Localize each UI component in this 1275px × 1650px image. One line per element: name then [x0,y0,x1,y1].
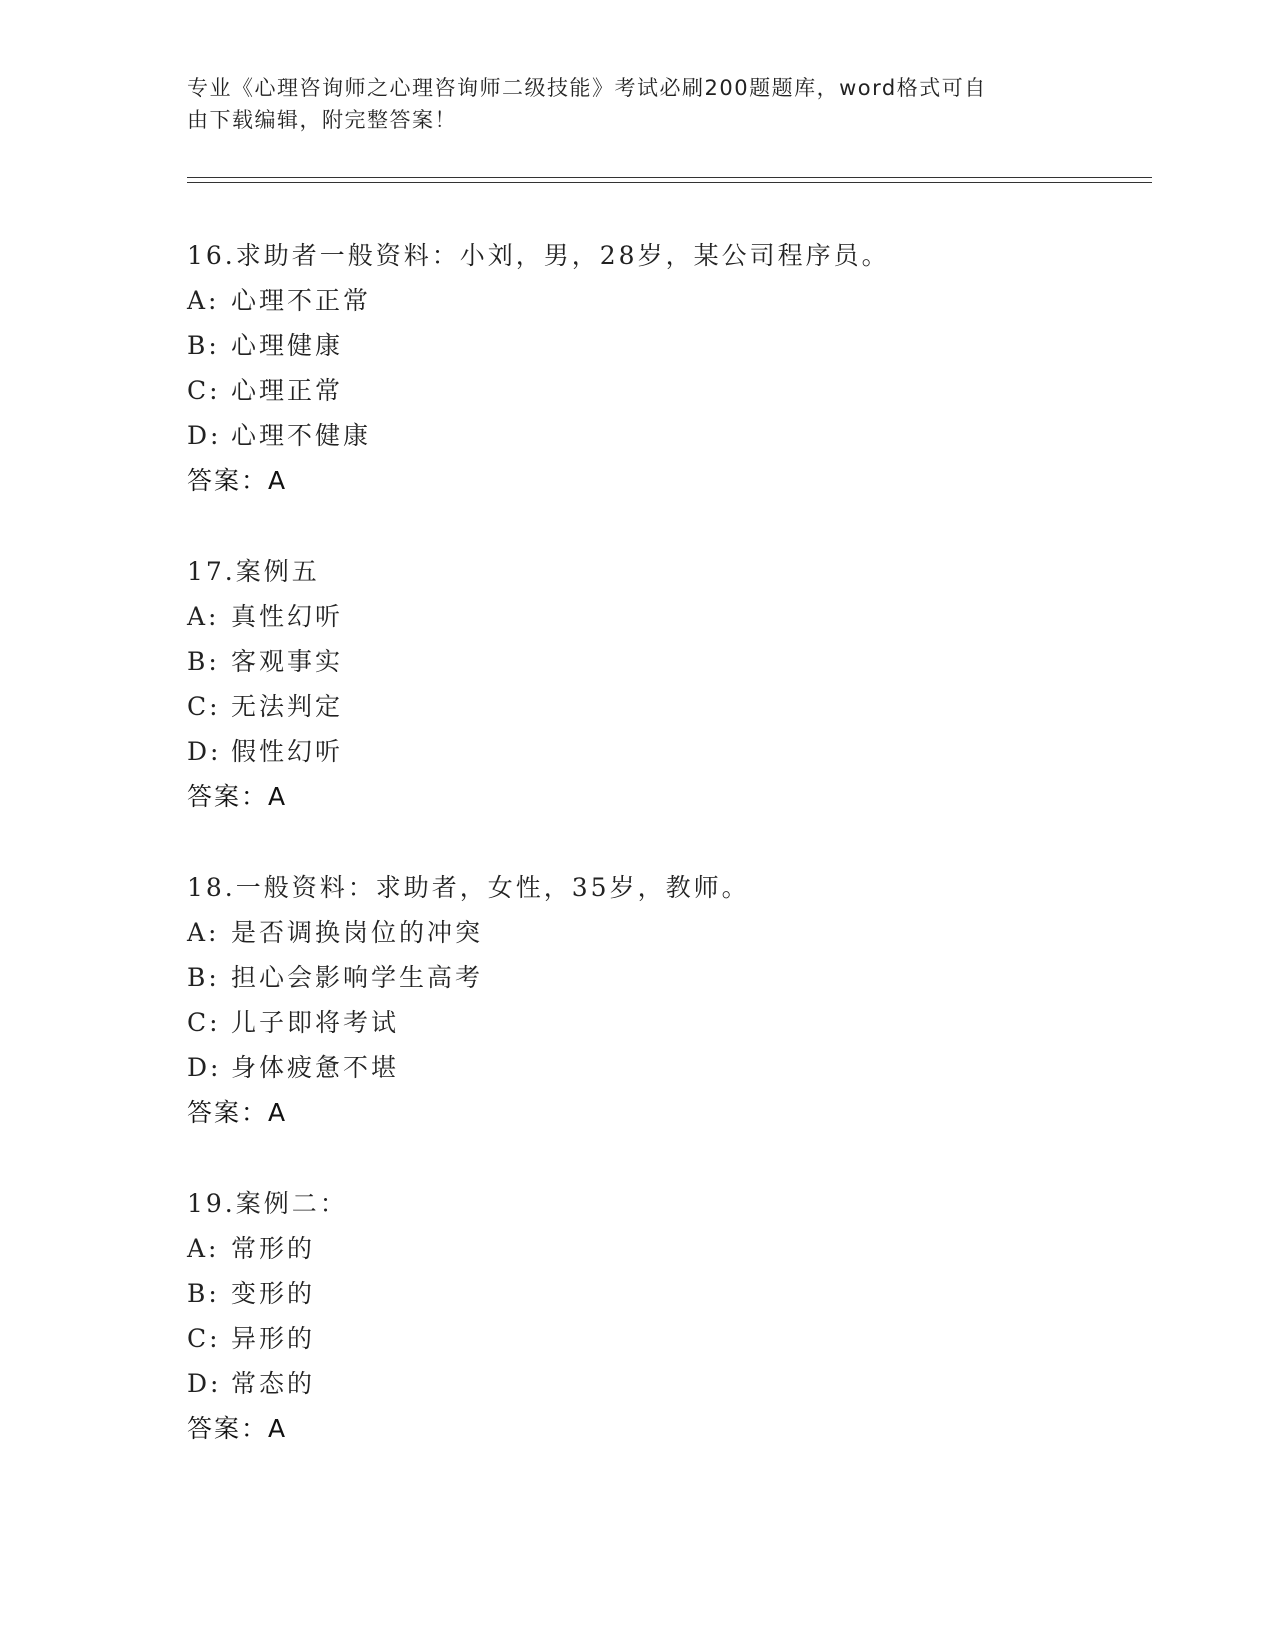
header-line-2: 由下载编辑，附完整答案！ [187,108,457,132]
question-18 [187,865,1147,1135]
option-key: A: [187,1234,220,1263]
option-key: D: [187,1053,222,1082]
option-text: 身体疲惫不堪 [231,1053,400,1082]
option-a [187,910,1147,955]
answer-line: 答案：A [187,466,288,495]
question-stem: 19.案例二： [187,1189,348,1218]
option-c [187,1316,1147,1361]
option-text: 客观事实 [231,647,344,676]
question-list [187,233,1147,1497]
header-line-1: 专业《心理咨询师之心理咨询师二级技能》考试必刷200题题库，word格式可自 [187,76,987,100]
option-c [187,368,1147,413]
option-a [187,594,1147,639]
option-key: C: [187,1324,221,1353]
option-b [187,955,1147,1000]
option-text: 心理不健康 [231,421,372,450]
answer-line: 答案：A [187,782,288,811]
option-key: B: [187,963,220,992]
option-text: 无法判定 [231,692,344,721]
question-19 [187,1181,1147,1451]
option-text: 心理健康 [231,331,344,360]
option-c [187,1000,1147,1045]
option-key: C: [187,692,221,721]
header-divider-top [187,177,1152,178]
option-text: 儿子即将考试 [231,1008,400,1037]
option-key: A: [187,918,220,947]
option-key: D: [187,1369,222,1398]
option-key: D: [187,421,222,450]
option-d [187,413,1147,458]
answer-line: 答案：A [187,1414,288,1443]
option-key: B: [187,647,220,676]
option-b [187,1271,1147,1316]
option-key: C: [187,376,221,405]
option-a [187,278,1147,323]
option-key: B: [187,1279,220,1308]
option-text: 心理不正常 [231,286,372,315]
option-text: 常态的 [231,1369,316,1398]
option-text: 变形的 [231,1279,316,1308]
option-d [187,1045,1147,1090]
option-key: B: [187,331,220,360]
question-17 [187,549,1147,819]
option-key: C: [187,1008,221,1037]
option-text: 是否调换岗位的冲突 [231,918,484,947]
question-16 [187,233,1147,503]
option-text: 心理正常 [231,376,344,405]
option-text: 真性幻听 [231,602,344,631]
option-key: D: [187,737,222,766]
option-c [187,684,1147,729]
option-d [187,729,1147,774]
option-key: A: [187,286,220,315]
document-header [187,72,1087,136]
option-key: A: [187,602,220,631]
question-stem: 18.一般资料：求助者，女性，35岁，教师。 [187,873,750,902]
question-stem: 17.案例五 [187,557,320,586]
option-d [187,1361,1147,1406]
option-text: 假性幻听 [231,737,344,766]
option-text: 异形的 [231,1324,316,1353]
header-divider-bottom [187,182,1152,183]
option-text: 担心会影响学生高考 [231,963,484,992]
option-text: 常形的 [231,1234,316,1263]
answer-line: 答案：A [187,1098,288,1127]
option-a [187,1226,1147,1271]
option-b [187,323,1147,368]
question-stem: 16.求助者一般资料：小刘，男，28岁，某公司程序员。 [187,241,890,270]
option-b [187,639,1147,684]
